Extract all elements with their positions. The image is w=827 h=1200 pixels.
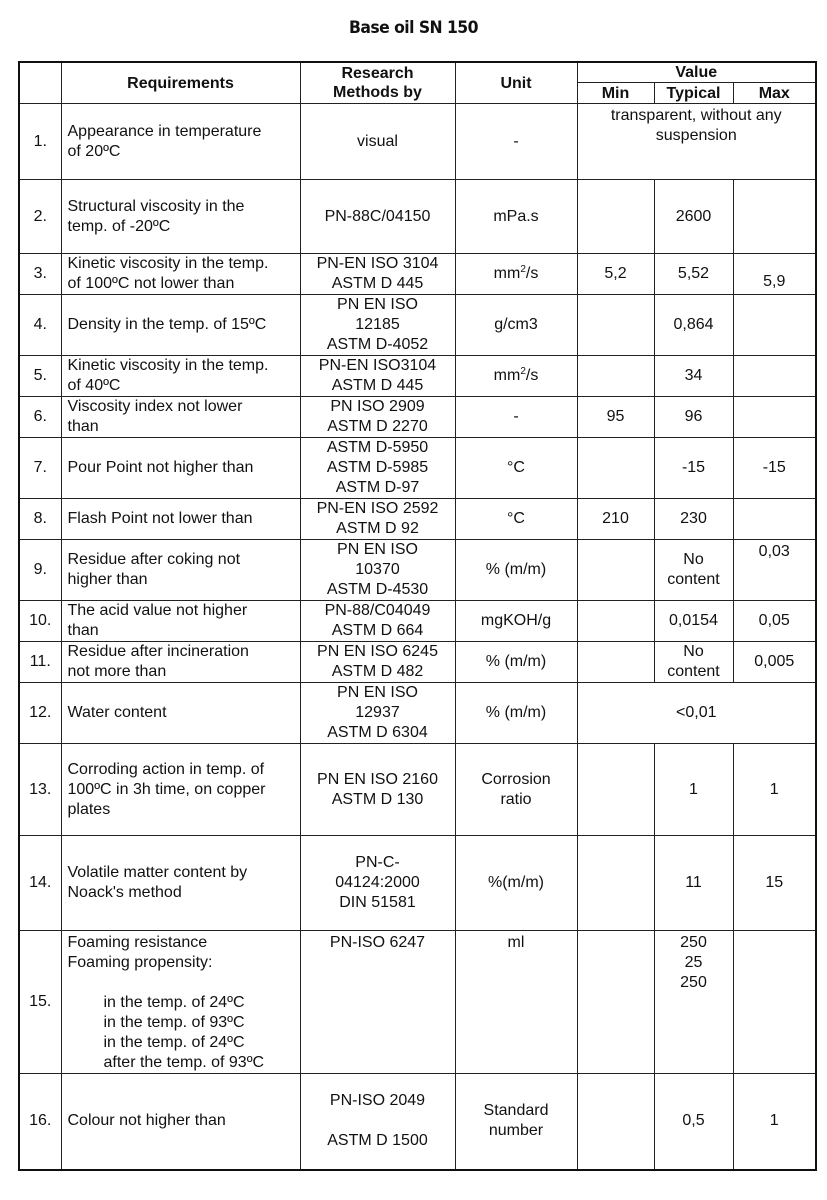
typical-cell (654, 540, 733, 601)
header-row (19, 62, 816, 83)
typical-line: 250 (680, 974, 707, 991)
method-line: ASTM D 1500 (327, 1132, 428, 1150)
typical-line: 1 (689, 780, 698, 798)
typical-line: 0,5 (682, 1112, 705, 1130)
requirement-line: Water content (67, 704, 167, 721)
min-cell (577, 836, 654, 931)
typical-line: 0,0154 (669, 612, 718, 629)
typical-line: 96 (684, 408, 703, 425)
document-title: Base oil SN 150 (349, 18, 478, 38)
method-line: ASTM D 6304 (327, 724, 428, 741)
method-line: visual (357, 132, 398, 150)
requirement-line: Appearance in temperature (67, 122, 262, 140)
unit-line: Standard (483, 1102, 549, 1120)
requirement-line: Colour not higher than (67, 1112, 226, 1130)
method-line: ASTM D 92 (336, 520, 419, 537)
typical-cell (654, 254, 733, 295)
header-min: Min (577, 83, 654, 104)
typical-line: 230 (680, 510, 707, 527)
unit-line: % (m/m) (485, 653, 547, 670)
requirement-line: than (67, 418, 99, 435)
unit-line: mgKOH/g (480, 612, 552, 629)
unit-line: ratio (500, 790, 532, 808)
methods-cell (300, 836, 455, 931)
method-line: ASTM D 664 (331, 622, 424, 639)
methods-cell (300, 642, 455, 683)
sub-requirement: after the temp. of 93ºC (103, 1054, 265, 1071)
spec-table (18, 61, 817, 1171)
requirement-line: Foaming resistance (67, 934, 208, 951)
method-line: PN-C- (355, 854, 400, 871)
requirement-line: Viscosity index not lower (67, 398, 243, 415)
requirement-cell (61, 540, 300, 601)
table-row (19, 931, 816, 1074)
row-number: 2. (19, 180, 61, 254)
unit-line: - (513, 408, 519, 425)
max-cell (733, 931, 816, 1074)
min-cell: 95 (577, 397, 654, 438)
method-line: PN EN ISO 6245 (317, 643, 438, 660)
requirement-line: Corroding action in temp. of (67, 760, 265, 778)
unit-cell (455, 836, 577, 931)
typical-line: 25 (684, 954, 703, 971)
method-line: PN EN ISO (337, 684, 418, 701)
requirement-line: Volatile matter content by (67, 864, 248, 881)
table-row (19, 104, 816, 180)
method-line: ASTM D 445 (331, 377, 424, 394)
requirement-line: 100ºC in 3h time, on copper (67, 780, 266, 798)
unit-cell (455, 642, 577, 683)
unit-line: °C (507, 459, 525, 476)
requirement-line: temp. of -20ºC (67, 217, 171, 235)
typical-cell (654, 356, 733, 397)
unit-tail: /s (525, 367, 539, 384)
requirement-line: higher than (67, 571, 148, 588)
requirement-line: Kinetic viscosity in the temp. (67, 357, 269, 374)
requirement-cell (61, 1074, 300, 1170)
row-number: 9. (19, 540, 61, 601)
requirement-line: Residue after coking not (67, 551, 241, 568)
requirement-line: Pour Point not higher than (67, 459, 254, 476)
header-max: Max (733, 83, 816, 104)
requirement-cell (61, 499, 300, 540)
sub-requirement: in the temp. of 24ºC (103, 994, 245, 1011)
method-line: ASTM D 2270 (327, 418, 428, 435)
row-number: 7. (19, 438, 61, 499)
typical-cell (654, 931, 733, 1074)
min-cell (577, 642, 654, 683)
typical-line: 2600 (675, 207, 712, 225)
method-line: ASTM D 445 (331, 275, 424, 292)
typical-cell (654, 295, 733, 356)
unit-line: mPa.s (493, 207, 539, 225)
typical-cell (654, 499, 733, 540)
methods-cell (300, 104, 455, 180)
unit-line: % (m/m) (485, 704, 547, 721)
table-row (19, 836, 816, 931)
min-cell (577, 931, 654, 1074)
requirement-cell (61, 180, 300, 254)
methods-cell (300, 180, 455, 254)
typical-line: 11 (685, 874, 702, 891)
typical-line: 0,864 (673, 316, 714, 333)
min-cell (577, 540, 654, 601)
unit-cell (455, 356, 577, 397)
methods-cell (300, 254, 455, 295)
method-line: 04124:2000 (335, 874, 420, 891)
max-cell (733, 295, 816, 356)
min-cell: 5,2 (577, 254, 654, 295)
method-line: DIN 51581 (339, 894, 416, 911)
requirement-spacer (68, 973, 294, 993)
value-line: <0,01 (676, 704, 717, 721)
requirement-cell (61, 931, 300, 1074)
methods-cell (300, 295, 455, 356)
max-cell (733, 180, 816, 254)
unit-base: mm (493, 265, 521, 282)
unit-cell (455, 180, 577, 254)
unit-line: number (488, 1122, 544, 1140)
max-cell: 1 (733, 744, 816, 836)
unit-cell (455, 104, 577, 180)
unit-line: ml (507, 934, 525, 951)
max-cell: -15 (733, 438, 816, 499)
min-cell (577, 356, 654, 397)
requirement-cell (61, 397, 300, 438)
requirement-cell (61, 295, 300, 356)
method-line: ASTM D-5985 (326, 459, 429, 476)
method-line: ASTM D 130 (331, 790, 424, 808)
min-cell: 210 (577, 499, 654, 540)
unit-line: °C (507, 510, 525, 527)
max-cell: 1 (733, 1074, 816, 1170)
row-number: 3. (19, 254, 61, 295)
row-number: 1. (19, 104, 61, 180)
methods-cell (300, 540, 455, 601)
max-cell: 5,9 (733, 254, 816, 295)
methods-cell (300, 1074, 455, 1170)
min-cell (577, 438, 654, 499)
method-line: PN EN ISO (337, 296, 418, 313)
method-line: PN ISO 2909 (330, 398, 425, 415)
requirement-cell (61, 254, 300, 295)
unit-cell (455, 295, 577, 356)
requirement-line: of 100ºC not lower than (67, 275, 235, 292)
method-line: PN EN ISO 2160 (317, 770, 438, 788)
header-typical: Typical (654, 83, 733, 104)
requirement-cell (61, 601, 300, 642)
table-row (19, 397, 816, 438)
requirement-cell (61, 836, 300, 931)
table-row (19, 1074, 816, 1170)
requirement-line: Flash Point not lower than (67, 510, 253, 527)
value-line: suspension (655, 127, 737, 144)
typical-line: -15 (681, 459, 706, 476)
typical-line: content (667, 571, 720, 588)
method-line: 12937 (355, 704, 400, 721)
header-requirements: Requirements (61, 62, 300, 104)
merged-value-cell (577, 683, 816, 744)
requirement-cell (61, 438, 300, 499)
row-number: 11. (19, 642, 61, 683)
methods-cell (300, 499, 455, 540)
unit-base: mm (493, 367, 521, 384)
typical-cell (654, 397, 733, 438)
table-row (19, 356, 816, 397)
requirement-line: Density in the temp. of 15ºC (67, 316, 267, 333)
max-cell: 0,005 (733, 642, 816, 683)
typical-cell (654, 601, 733, 642)
methods-cell (300, 931, 455, 1074)
method-line: PN EN ISO (337, 541, 418, 558)
method-line: PN-EN ISO 3104 (316, 255, 439, 272)
requirement-cell (61, 744, 300, 836)
method-line: PN-EN ISO 2592 (316, 500, 439, 517)
header-methods: Research Methods by (300, 62, 455, 104)
unit-cell (455, 1074, 577, 1170)
requirement-cell (61, 683, 300, 744)
table-row (19, 601, 816, 642)
table-row (19, 180, 816, 254)
typical-cell (654, 744, 733, 836)
method-line: ASTM D-5950 (326, 439, 429, 456)
unit-cell (455, 744, 577, 836)
typical-cell (654, 438, 733, 499)
unit-cell (455, 499, 577, 540)
unit-line: % (m/m) (485, 561, 547, 578)
sub-requirement: in the temp. of 93ºC (103, 1014, 245, 1031)
row-number: 4. (19, 295, 61, 356)
unit-line: g/cm3 (494, 316, 538, 333)
table-row (19, 744, 816, 836)
requirement-line: not more than (67, 663, 167, 680)
requirement-line: The acid value not higher (67, 602, 248, 619)
requirement-line: Noack's method (67, 884, 182, 901)
methods-cell (300, 438, 455, 499)
table-row (19, 499, 816, 540)
unit-tail: /s (525, 265, 539, 282)
unit-cell (455, 683, 577, 744)
unit-cell (455, 931, 577, 1074)
min-cell (577, 601, 654, 642)
method-line: 10370 (355, 561, 400, 578)
row-number: 16. (19, 1074, 61, 1170)
methods-cell (300, 397, 455, 438)
row-number: 8. (19, 499, 61, 540)
max-cell: 0,05 (733, 601, 816, 642)
typical-cell (654, 836, 733, 931)
unit-cell (455, 438, 577, 499)
row-number: 15. (19, 931, 61, 1074)
max-cell: 0,03 (733, 540, 816, 601)
methods-cell (300, 601, 455, 642)
unit-superscript: 2 (520, 366, 526, 377)
table-row (19, 254, 816, 295)
typical-line: 34 (684, 367, 703, 384)
requirement-line: plates (67, 800, 111, 818)
methods-cell (300, 683, 455, 744)
min-cell (577, 180, 654, 254)
unit-line: Corrosion (481, 770, 551, 788)
requirement-line: Kinetic viscosity in the temp. (67, 255, 269, 272)
max-cell (733, 499, 816, 540)
requirement-line: Structural viscosity in the (67, 197, 245, 215)
typical-cell (654, 642, 733, 683)
requirement-line: Residue after incineration (67, 643, 249, 660)
min-cell (577, 295, 654, 356)
method-line: ASTM D-97 (335, 479, 420, 496)
row-number: 13. (19, 744, 61, 836)
method-line: PN-ISO 6247 (329, 934, 426, 951)
unit-cell (455, 540, 577, 601)
requirement-line: of 40ºC (67, 377, 121, 394)
unit-line: - (513, 132, 519, 150)
method-line: 12185 (355, 316, 400, 333)
row-number: 10. (19, 601, 61, 642)
max-cell (733, 397, 816, 438)
table-row (19, 295, 816, 356)
unit-cell (455, 254, 577, 295)
requirement-cell (61, 642, 300, 683)
unit-line: %(m/m) (488, 874, 544, 891)
row-number: 5. (19, 356, 61, 397)
method-line: PN-EN ISO3104 (318, 357, 437, 374)
methods-cell (300, 356, 455, 397)
typical-line: No (683, 551, 704, 568)
unit-cell (455, 397, 577, 438)
table-row (19, 683, 816, 744)
header-unit: Unit (455, 62, 577, 104)
typical-line: 250 (680, 934, 707, 951)
methods-cell (300, 744, 455, 836)
method-line: PN-88/C04049 (324, 602, 431, 619)
typical-line: No (683, 643, 704, 660)
requirement-cell (61, 356, 300, 397)
max-cell (733, 356, 816, 397)
merged-value-cell (577, 104, 816, 180)
typical-cell (654, 1074, 733, 1170)
method-line: PN-ISO 2049 (329, 1092, 426, 1110)
method-line: ASTM D-4052 (326, 336, 429, 353)
sub-requirement: in the temp. of 24ºC (103, 1034, 245, 1051)
max-cell: 15 (733, 836, 816, 931)
table-row (19, 540, 816, 601)
header-value: Value (577, 62, 816, 83)
requirement-line: of 20ºC (67, 142, 121, 160)
value-line: transparent, without any (610, 107, 782, 124)
min-cell (577, 1074, 654, 1170)
header-number (19, 62, 61, 104)
requirement-line: than (67, 622, 99, 639)
method-line: ASTM D-4530 (326, 581, 429, 598)
unit-cell (455, 601, 577, 642)
method-line: PN-88C/04150 (324, 207, 431, 225)
typical-line: 5,52 (677, 265, 710, 282)
row-number: 6. (19, 397, 61, 438)
min-cell (577, 744, 654, 836)
row-number: 14. (19, 836, 61, 931)
typical-cell (654, 180, 733, 254)
unit-superscript: 2 (520, 264, 526, 275)
table-row (19, 438, 816, 499)
method-line: ASTM D 482 (331, 663, 424, 680)
typical-line: content (667, 663, 720, 680)
requirement-cell (61, 104, 300, 180)
row-number: 12. (19, 683, 61, 744)
table-row (19, 642, 816, 683)
requirement-line: Foaming propensity: (67, 954, 213, 971)
